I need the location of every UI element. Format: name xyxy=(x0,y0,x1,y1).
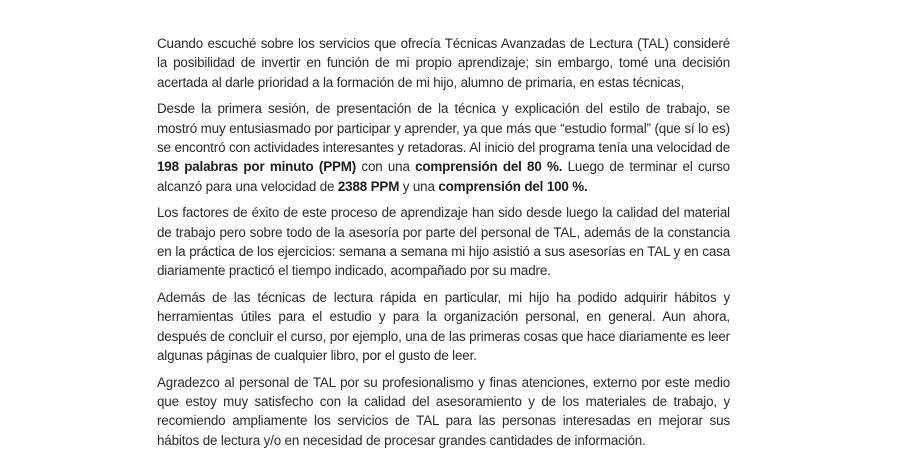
paragraph-habits xyxy=(157,288,730,366)
paragraph-text: Los factores de éxito de este proceso de aprendizaje han sido desde luego la calidad del material de trabajo pero sobre todo de la asesoría por parte del personal de TAL, además de la constancia en la práctica de los ejercicios: semana a semana mi hijo asistió a sus asesorías en TAL y en casa diariamente practicó el tiempo indicado, acompañado por su madre. xyxy=(157,205,730,279)
paragraph-results xyxy=(157,99,730,196)
paragraph-text: Desde la primera sesión, de presentación de la técnica y explicación del estilo de trabajo, se mostró muy entusiasmado por participar y aprender, ya que más que “estudio formal” (que sí lo es) se encontró con actividades interesantes y retadoras. Al inicio del programa tenía una velocidad de xyxy=(157,101,730,156)
paragraph-text: Además de las técnicas de lectura rápida en particular, mi hijo ha podido adquirir hábitos y herramientas útiles para el estudio y para la organización personal, en general. Aun ahora, después de concluir el curso, por ejemplo, una de las primeras cosas que hace diariamente es leer algunas páginas de cualquier libro, por el gusto de leer. xyxy=(157,289,730,364)
letter-body xyxy=(157,34,730,457)
paragraph-intro xyxy=(157,34,730,92)
paragraph-text: Cuando escuché sobre los servicios que ofrecía Técnicas Avanzadas de Lectura (TAL) consideré la posibilidad de invertir en función de mi propio aprendizaje; sin embargo, tomé una decisión acertada al darle prioridad a la formación de mi hijo, alumno de primaria, en estas técnicas, xyxy=(157,36,730,90)
initial-speed: 198 palabras por minuto (PPM) xyxy=(157,159,357,175)
paragraph-text: Agradezco al personal de TAL por su profesionalismo y finas atenciones, externo por este medio que estoy muy satisfecho con la calidad del asesoramiento y de los materiales de trabajo, y recomiendo ampliamente los servicios de TAL para las personas interesadas en mejorar sus hábitos de lectura y/o en necesidad de procesar grandes cantidades de información. xyxy=(157,374,730,448)
paragraph-text: y una xyxy=(399,178,439,194)
final-comprehension: comprensión del 100 %. xyxy=(438,178,588,194)
initial-comprehension: comprensión del 80 %. xyxy=(415,159,563,175)
paragraph-text: con una xyxy=(356,159,416,175)
final-speed: 2388 PPM xyxy=(337,178,400,194)
paragraph-thanks xyxy=(157,373,730,451)
paragraph-success-factors xyxy=(157,203,730,281)
paragraph-text: Luego de terminar el curso alcanzó para una velocidad de xyxy=(157,159,730,194)
